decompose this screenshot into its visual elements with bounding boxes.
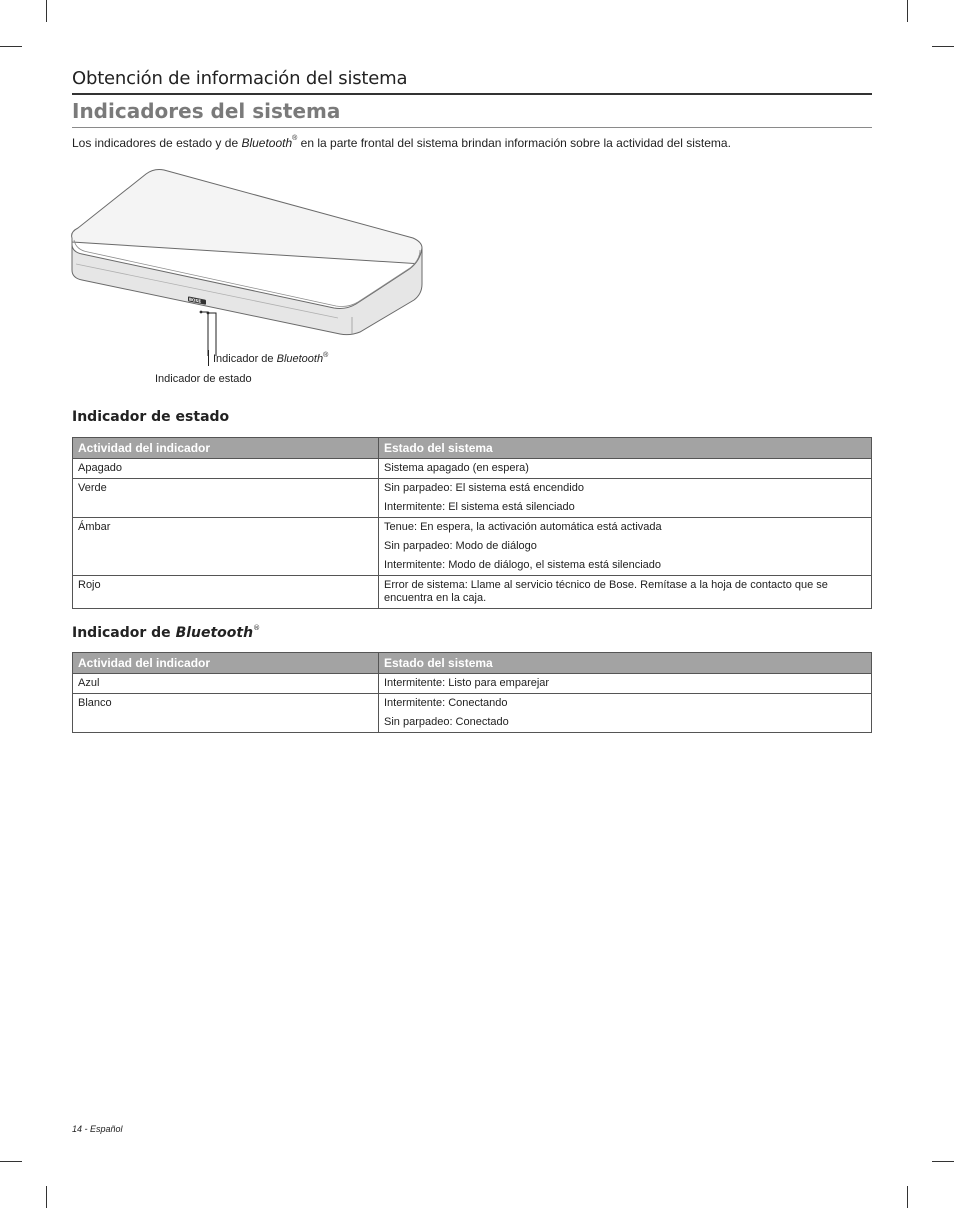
- status-leader-line-ext: [208, 350, 209, 366]
- crop-mark: [0, 1161, 22, 1162]
- callout-status-indicator: Indicador de estado: [155, 373, 252, 385]
- state-cell: Sistema apagado (en espera): [379, 459, 872, 479]
- section-title: Obtención de información del sistema: [72, 68, 408, 89]
- bose-logo-text: BOSE: [189, 296, 202, 304]
- crop-mark: [932, 46, 954, 47]
- activity-cell: Verde: [73, 479, 379, 518]
- state-cell: Sin parpadeo: El sistema está encendido Intermitente: El sistema está silenciado: [379, 479, 872, 518]
- page-footer: 14 - Español: [72, 1124, 123, 1134]
- bluetooth-indicator-table: [72, 652, 872, 733]
- state-cell: Tenue: En espera, la activación automática está activada Sin parpadeo: Modo de diálogo Intermitente: Modo de diálogo, el sistema está silenciado: [379, 518, 872, 576]
- activity-cell: Rojo: [73, 576, 379, 609]
- column-header: Estado del sistema: [379, 438, 872, 459]
- table-row: [73, 694, 872, 733]
- column-header: Actividad del indicador: [73, 653, 379, 674]
- activity-cell: Azul: [73, 674, 379, 694]
- column-header: Estado del sistema: [379, 653, 872, 674]
- status-leader-line: [201, 312, 208, 356]
- table-row: [73, 518, 872, 576]
- table-row: [73, 576, 872, 609]
- column-header: Actividad del indicador: [73, 438, 379, 459]
- page-title: Indicadores del sistema: [72, 99, 341, 123]
- status-indicator-table: [72, 437, 872, 609]
- crop-mark: [46, 0, 47, 22]
- bluetooth-brand: Bluetooth: [241, 136, 293, 150]
- activity-cell: Apagado: [73, 459, 379, 479]
- table-row: [73, 479, 872, 518]
- title-rule: [72, 127, 872, 128]
- activity-cell: Blanco: [73, 694, 379, 733]
- crop-mark: [907, 0, 908, 22]
- soundbar-illustration: [68, 166, 428, 356]
- callout-bluetooth-indicator: Indicador de Bluetooth®: [213, 352, 329, 365]
- table-header-row: [73, 653, 872, 674]
- crop-mark: [907, 1186, 908, 1208]
- status-indicator-heading: Indicador de estado: [72, 409, 230, 425]
- state-cell: Intermitente: Conectando Sin parpadeo: Conectado: [379, 694, 872, 733]
- crop-mark: [932, 1161, 954, 1162]
- section-rule: [72, 93, 872, 95]
- intro-paragraph: Los indicadores de estado y de Bluetooth® en la parte frontal del sistema brindan información sobre la actividad del sistema.: [72, 135, 731, 150]
- table-row: [73, 674, 872, 694]
- crop-mark: [46, 1186, 47, 1208]
- activity-cell: Ámbar: [73, 518, 379, 576]
- table-header-row: [73, 438, 872, 459]
- bluetooth-leader-line: [208, 313, 216, 356]
- bluetooth-indicator-heading: Indicador de Bluetooth®: [72, 624, 261, 641]
- state-cell: Error de sistema: Llame al servicio técnico de Bose. Remítase a la hoja de contacto que se encuentra en la caja.: [379, 576, 872, 609]
- state-cell: Intermitente: Listo para emparejar: [379, 674, 872, 694]
- table-row: [73, 459, 872, 479]
- crop-mark: [0, 46, 22, 47]
